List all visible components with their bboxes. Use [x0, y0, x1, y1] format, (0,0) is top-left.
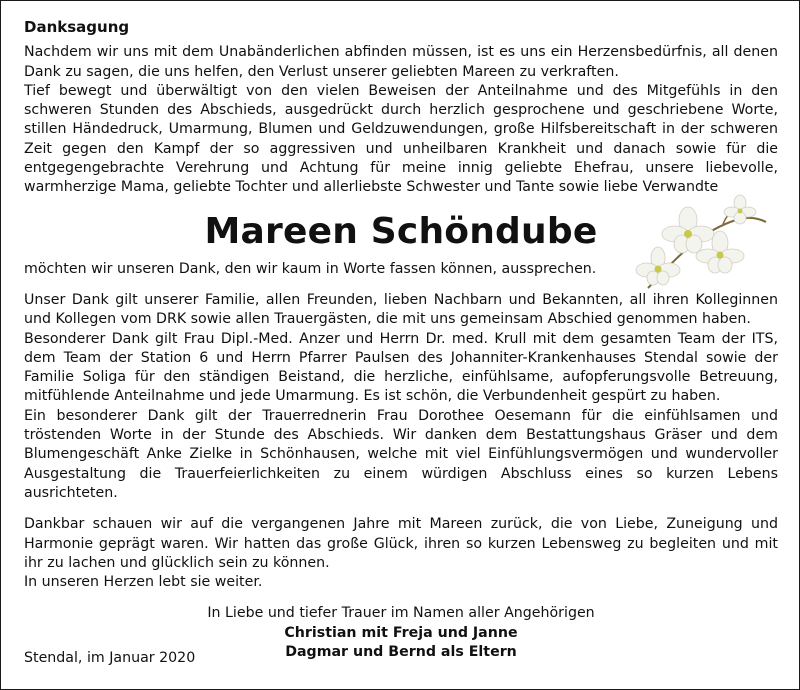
signature-line-2: Christian mit Freja und Janne: [284, 624, 518, 641]
orchid-flower-icon: [628, 192, 768, 300]
thanks-paragraph-3: Ein besonderer Dank gilt der Trauerrednerin Frau Dorothee Oesemann für die einfühlsamen und tröstenden Worte in der Stunde des Abschieds. Wir danken dem Bestattungshaus Gräser und dem Blumengeschäft Anke Zielke in Schönhausen, welche mit viel Einfühlungsvermögen und wundervoller Ausgestaltung die Trauerfeierlichkeiten zu einem würdigen Abschluss eines so kurzen Lebens ausrichteten.: [24, 407, 778, 501]
notice-heading: Danksagung: [24, 18, 130, 36]
place-date: Stendal, im Januar 2020: [24, 650, 196, 666]
intro-paragraph-2: Tief bewegt und überwältigt von den vielen Beweisen der Anteilnahme und des Mitgefühls in den schweren Stunden des Abschieds, ausgedrückt durch herzlich gesprochene und geschriebene Worte, stillen Händedruck, Umarmung, Blumen und Geldzuwendungen, große Hilfsbereitschaft in der schweren Zeit gegen den Kampf der so aggressiven und unheilbaren Krankheit und danach sowie für die entgegengebrachte Verehrung und Achtung für meine innig geliebte Ehefrau, unsere liebevolle, warmherzige Mama, geliebte Tochter und allerliebste Schwester und Tante sowie liebe Verwandte: [24, 82, 778, 196]
signature-line-3: Dagmar und Bernd als Eltern: [285, 644, 517, 661]
closing-paragraph: Dankbar schauen wir auf die vergangenen Jahre mit Mareen zurück, die von Liebe, Zuneigung und Harmonie geprägt waren. Wir hatten das große Glück, ihren so kurzen Lebensweg zu begleiten und mit ihr zu lachen und glücklich sein zu können.: [24, 516, 778, 571]
closing-line: In unseren Herzen lebt sie weiter.: [24, 574, 263, 591]
deceased-name: Mareen Schöndube: [204, 210, 598, 252]
signature-line-1: In Liebe und tiefer Trauer im Namen aller Angehörigen: [207, 605, 595, 622]
thanks-paragraph-1: Unser Dank gilt unserer Familie, allen Freunden, lieben Nachbarn und Bekannten, all ihren Kolleginnen und Kollegen vom DRK sowie allen Trauergästen, die mit uns gemeinsam Abschied genommen haben.: [24, 291, 778, 328]
notice-body: [24, 18, 778, 662]
intro-paragraph-1: Nachdem wir uns mit dem Unabänderlichen abfinden müssen, ist es uns ein Herzensbedürfnis, all denen Dank zu sagen, die uns helfen, den Verlust unserer geliebten Mareen zu verkraften.: [24, 44, 778, 80]
thanks-paragraph-2: Besonderer Dank gilt Frau Dipl.-Med. Anzer und Herrn Dr. med. Krull mit dem gesamten Team der ITS, dem Team der Station 6 und Herrn Pfarrer Paulsen des Johanniter-Krankenhauses Stendal sowie der Familie Soliga für den ständigen Beistand, die herzliche, einfühlsame, aufopferungsvolle Betreuung, mitfühlende Anteilnahme und jede Umarmung. Es ist schön, die Verbundenheit gespürt zu haben.: [24, 330, 778, 405]
after-name-text: möchten wir unseren Dank, den wir kaum in Worte fassen können, aussprechen.: [24, 260, 597, 277]
